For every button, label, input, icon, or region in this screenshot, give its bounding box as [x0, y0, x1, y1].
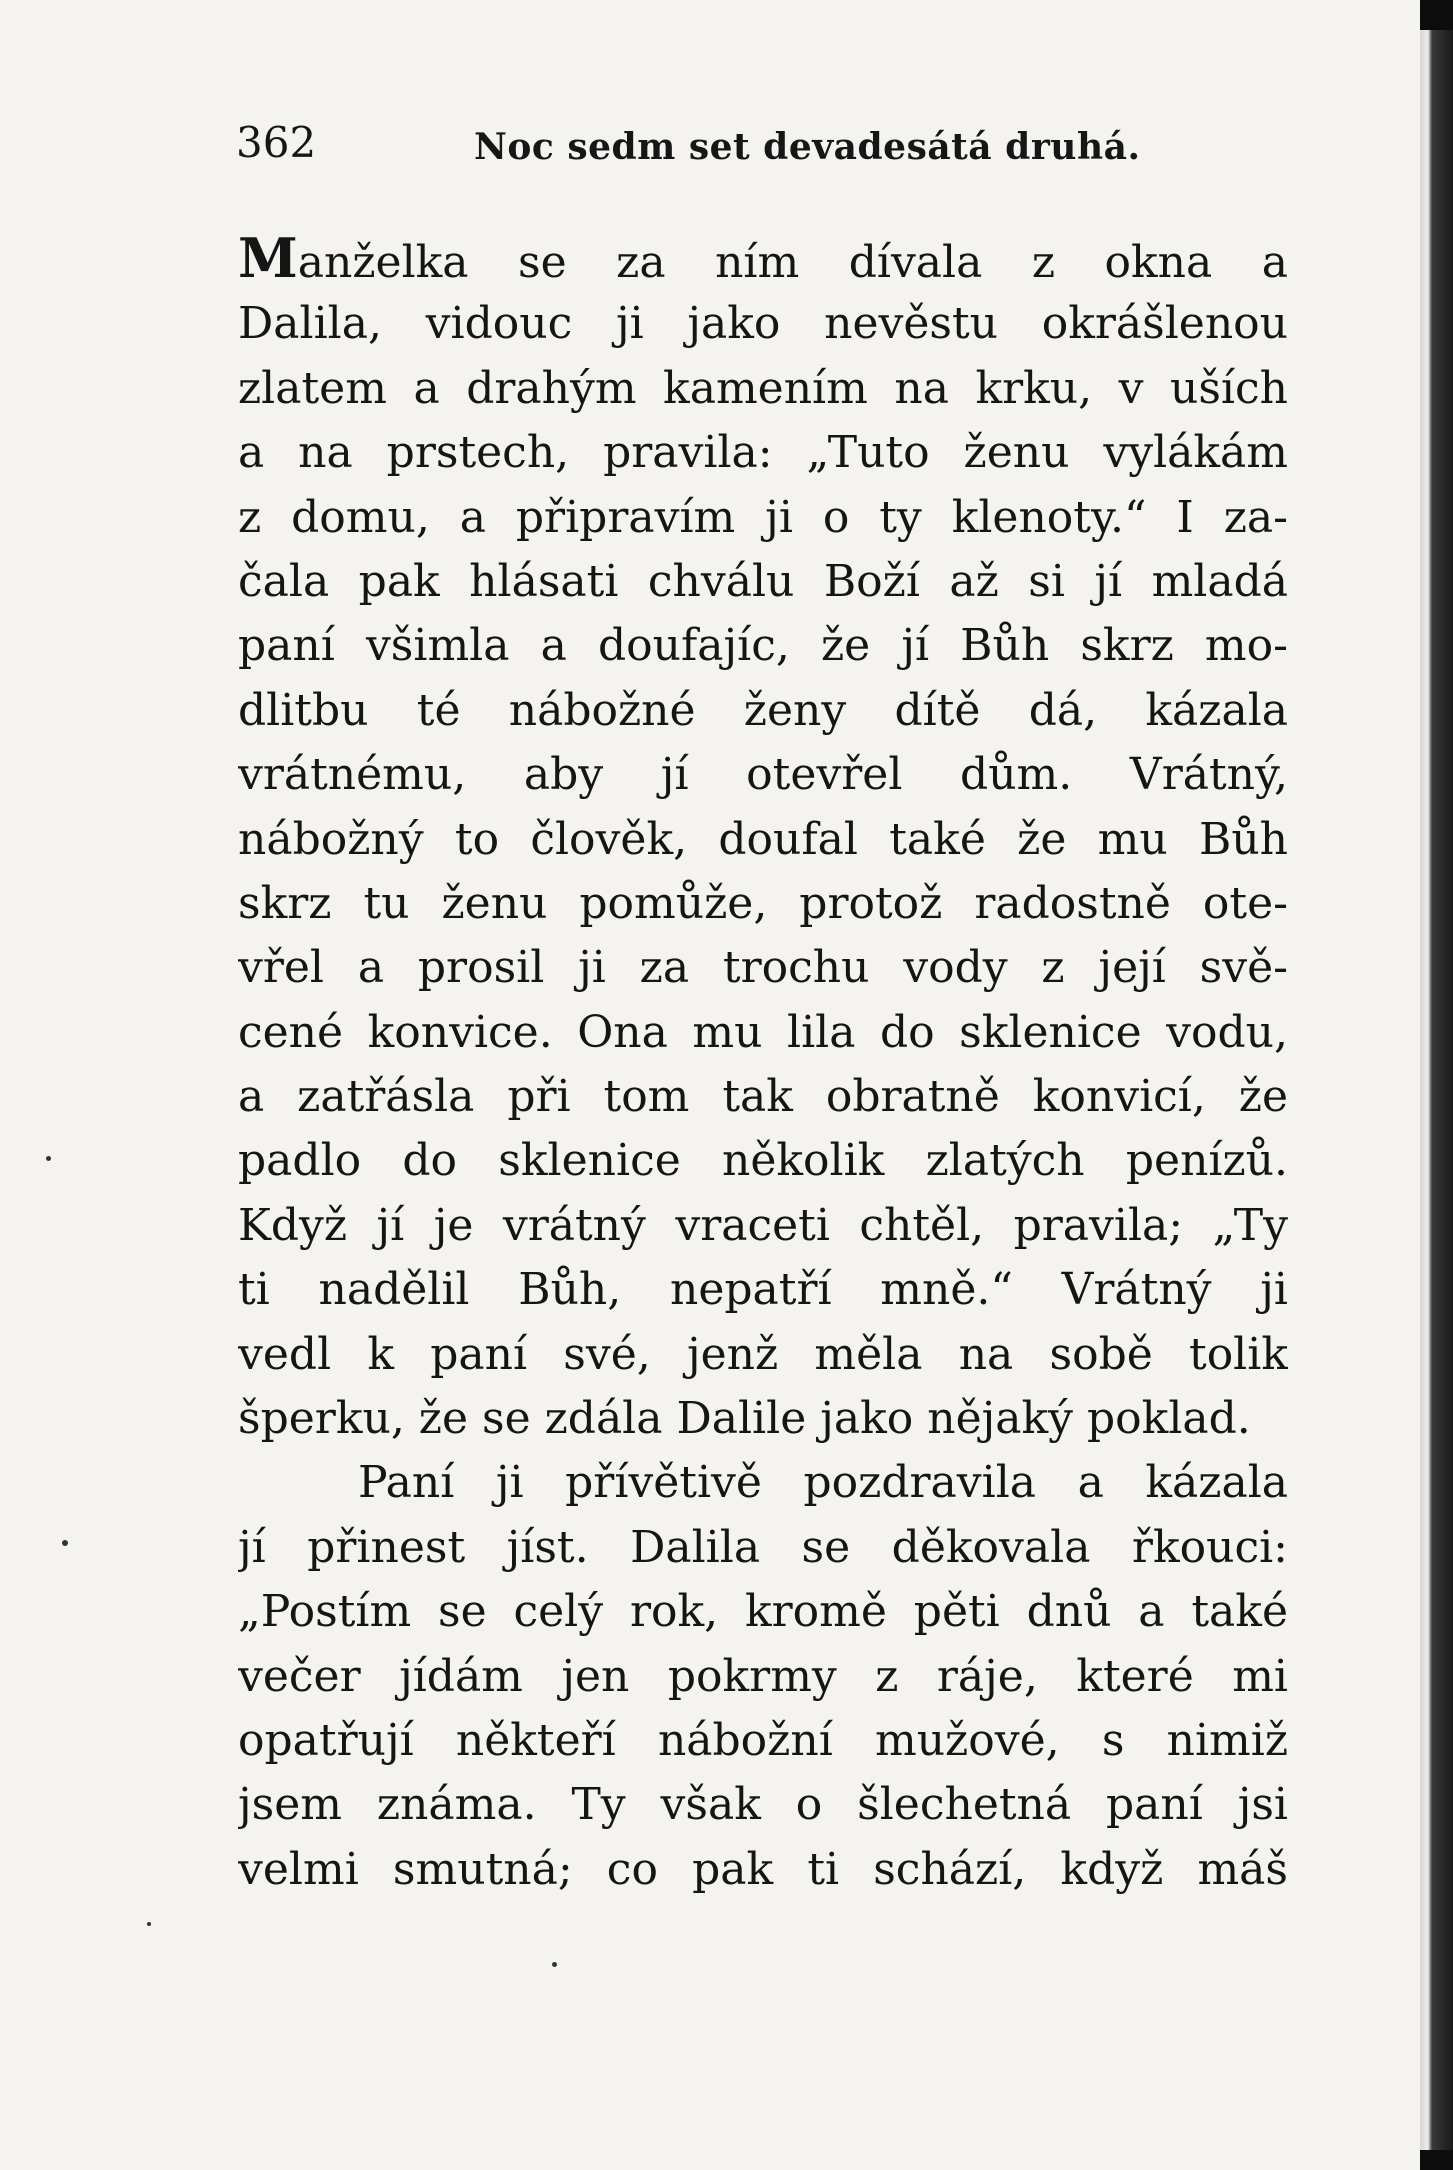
text-line: Když jí je vrátný vraceti chtěl, pravila; „Ty: [238, 1199, 1288, 1251]
scan-speck: [62, 1540, 68, 1546]
text-line: opatřují někteří nábožní mužové, s nimiž: [238, 1714, 1288, 1766]
text-line: skrz tu ženu pomůže, protož radostně ote-: [238, 877, 1288, 929]
text-line: a zatřásla při tom tak obratně konvicí, že: [238, 1071, 1288, 1123]
text-line: jí přinest jíst. Dalila se děkovala řkouci:: [238, 1521, 1288, 1573]
text-line: jsem známa. Ty však o šlechetná paní jsi: [238, 1779, 1288, 1831]
scan-speck: [552, 1962, 557, 1967]
text-line-content: anželka se za ním dívala z okna a: [297, 237, 1288, 288]
text-line: šperku, že se zdála Dalile jako nějaký poklad.: [238, 1393, 1251, 1445]
page-header: [236, 118, 1296, 178]
text-line: vřel a prosil ji za trochu vody z její svě-: [238, 942, 1288, 994]
scan-speck: [46, 1156, 51, 1161]
text-line: dlitbu té nábožné ženy dítě dá, kázala: [238, 684, 1288, 736]
text-line: zlatem a drahým kamením na krku, v uších: [238, 362, 1288, 414]
page-number: 362: [236, 118, 317, 167]
drop-cap: M: [238, 228, 298, 290]
text-line: Dalila, vidouc ji jako nevěstu okrášlenou: [238, 298, 1288, 350]
scan-speck: [147, 1922, 151, 1926]
text-line: a na prstech, pravila: „Tuto ženu vylákám: [238, 427, 1288, 479]
text-line: cené konvice. Ona mu lila do sklenice vodu,: [238, 1006, 1288, 1058]
text-line: ti nadělil Bůh, nepatří mně.“ Vrátný ji: [238, 1264, 1288, 1316]
text-line: [238, 228, 1288, 292]
text-line: vedl k paní své, jenž měla na sobě tolik: [238, 1328, 1288, 1380]
text-line: večer jídám jen pokrmy z ráje, které mi: [238, 1650, 1288, 1702]
text-line: vrátnému, aby jí otevřel dům. Vrátný,: [238, 749, 1288, 801]
text-line: Paní ji přívětivě pozdravila a kázala: [358, 1457, 1288, 1509]
text-line: paní všimla a doufajíc, že jí Bůh skrz mo-: [238, 620, 1288, 672]
text-line: z domu, a připravím ji o ty klenoty.“ I za-: [238, 491, 1288, 543]
text-line: padlo do sklenice několik zlatých penízů.: [238, 1135, 1288, 1187]
page-edge-shadow: [1420, 30, 1453, 2150]
text-line: čala pak hlásati chválu Boží až si jí mladá: [238, 555, 1288, 607]
body-text: [238, 228, 1288, 1902]
text-line: „Postím se celý rok, kromě pěti dnů a také: [238, 1586, 1288, 1638]
running-head: Noc sedm set devadesátá druhá.: [474, 126, 1141, 168]
text-line: nábožný to člověk, doufal také že mu Bůh: [238, 813, 1288, 865]
text-line: velmi smutná; co pak ti schází, když máš: [238, 1843, 1288, 1895]
